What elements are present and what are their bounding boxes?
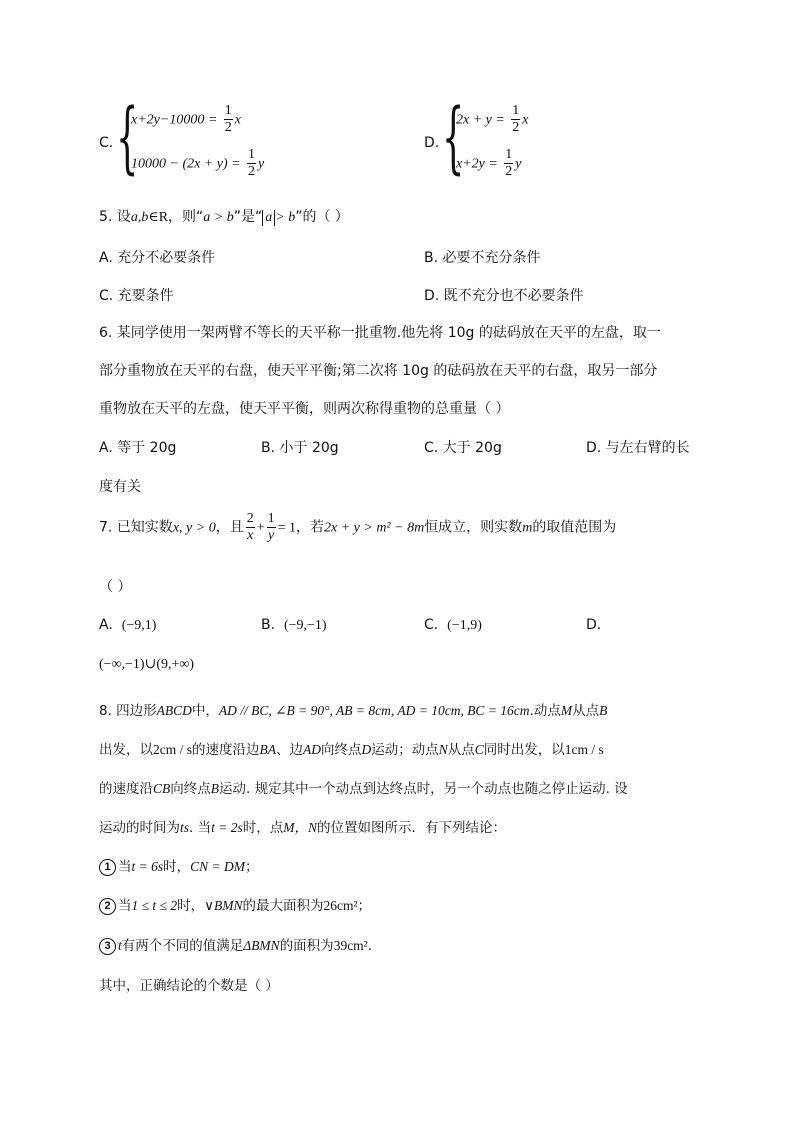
q6-option-b: B. 小于 20g	[261, 440, 339, 456]
q8-line-4: 运动的时间为ts. 当t = 2s时，点M，N的位置如图所示．有下列结论：	[99, 820, 506, 836]
circled-1-icon: 1	[99, 859, 116, 876]
q4-c-eq2-var: y	[258, 156, 265, 172]
q7-option-d-value: (−∞,−1)∪(9,+∞)	[99, 657, 195, 672]
q4-d-eq2-frac: $\frac{1}{2}$	[505, 147, 513, 179]
q6-option-d: D. 与左右臂的长	[586, 440, 690, 456]
q4-d-eq1-var: x	[522, 112, 529, 128]
q4-d-eq2-lhs: x+2y =	[456, 156, 498, 172]
q4-d-eq1	[456, 104, 529, 135]
q6-option-a: A. 等于 20g	[99, 440, 177, 456]
q8-conclusion-1: 1 当t = 6s时，CN = DM；	[99, 855, 259, 876]
q7-answer-paren: （ ）	[99, 579, 132, 595]
q4-d-eq2-var: y	[515, 156, 522, 172]
q7-option-c: C. (−1,9)	[424, 617, 482, 633]
q8-line-3: 的速度沿CB向终点B运动. 规定其中一个动点到达终点时，另一个动点也随之停止运动. 设	[99, 781, 628, 797]
q4-option-d-label: D.	[424, 135, 440, 151]
q8-final-question: 其中，正确结论的个数是（ ）	[99, 978, 279, 994]
q5-stem: 5. 设a,b∈R，则“a > b”是“ a > b”的（ ）	[99, 209, 349, 225]
q4-c-eq2	[131, 148, 264, 179]
q7-stem: 7. 已知实数x, y > 0，且 $\frac{2}{x}$ + $\frac{1}{y}$ = 1，若2x + y > m² − 8m恒成立，则实数m的取值范围为	[99, 511, 617, 543]
q4-c-eq1-frac: $\frac{1}{2}$	[224, 103, 232, 135]
q6-option-d-cont: 度有关	[99, 479, 141, 495]
q5-option-a: A. 充分不必要条件	[99, 250, 216, 266]
circled-2-icon: 2	[99, 898, 116, 915]
q5-option-d: D. 既不充分也不必要条件	[424, 288, 584, 304]
q7-option-a: A. (−9,1)	[99, 617, 157, 633]
q4-option-c-label: C.	[99, 135, 114, 151]
q8-conclusion-3: 3 t有两个不同的值满足ΔBMN的面积为39cm².	[99, 934, 372, 955]
q7-frac-2-over-x: $\frac{2}{x}$	[246, 511, 254, 543]
q7-option-d-label: D.	[586, 617, 602, 633]
q6-option-c: C. 大于 20g	[424, 440, 502, 456]
circled-3-icon: 3	[99, 938, 116, 955]
q4-d-brace: {	[442, 93, 465, 183]
q7-option-b: B. (−9,−1)	[261, 617, 327, 633]
q4-d-eq2	[456, 148, 522, 179]
q8-line-1: 8. 四边形ABCD中，AD // BC, ∠B = 90°, AB = 8cm, AD = 10cm, BC = 16cm.动点M从点B	[99, 703, 608, 719]
q8-line-2: 出发，以2cm / s的速度沿边BA、边AD向终点D运动；动点N从点C同时出发，以1cm / s	[99, 742, 604, 758]
q8-conclusion-2: 2 当1 ≤ t ≤ 2时，∨BMN的最大面积为26cm²；	[99, 894, 371, 915]
q5-abs-a: a	[262, 210, 275, 226]
q4-c-eq1	[131, 104, 241, 135]
q4-c-eq1-var: x	[234, 112, 241, 128]
q6-line-3: 重物放在天平的左盘，使天平平衡，则两次称得重物的总重量（ ）	[99, 401, 510, 417]
q4-d-eq1-frac: $\frac{1}{2}$	[512, 103, 520, 135]
q4-c-eq2-frac: $\frac{1}{2}$	[248, 147, 256, 179]
q5-option-b: B. 必要不充分条件	[424, 250, 541, 266]
q5-option-c: C. 充要条件	[99, 288, 174, 304]
q4-c-eq1-lhs: x+2y−10000 =	[131, 112, 218, 128]
q4-d-eq1-lhs: 2x + y =	[456, 112, 505, 128]
q7-frac-1-over-y: $\frac{1}{y}$	[267, 511, 275, 543]
q6-line-2: 部分重物放在天平的右盘，使天平平衡;第二次将 10g 的砝码放在天平的右盘，取另一部分	[99, 363, 658, 379]
q4-c-brace: {	[116, 93, 139, 183]
q6-line-1: 6. 某同学使用一架两臂不等长的天平称一批重物.他先将 10g 的砝码放在天平的左盘，取一	[99, 325, 661, 341]
q4-c-eq2-lhs: 10000 − (2x + y) =	[131, 156, 241, 172]
